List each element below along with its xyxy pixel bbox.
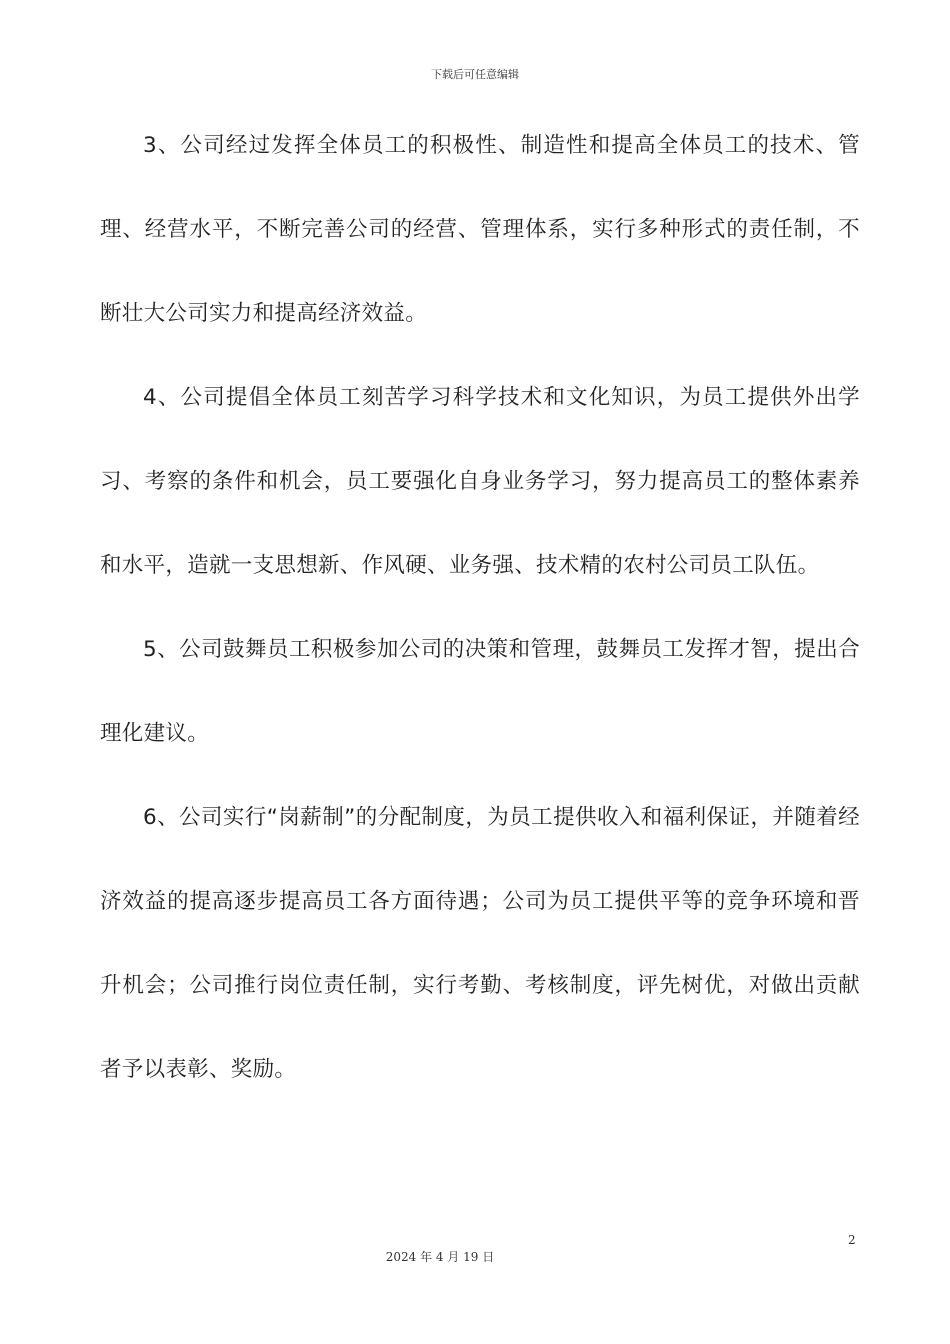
- document-body: [100, 104, 860, 1112]
- paragraph-5: 5、公司鼓舞员工积极参加公司的决策和管理，鼓舞员工发挥才智，提出合理化建议。: [100, 637, 860, 746]
- paragraph-4: 4、公司提倡全体员工刻苦学习科学技术和文化知识，为员工提供外出学习、考察的条件和机会，员工要强化自身业务学习，努力提高员工的整体素养和水平，造就一支思想新、作风硬、业务强、技术精的农村公司员工队伍。: [100, 385, 860, 578]
- footer-date: 2024 年 4 月 19 日: [385, 1250, 495, 1264]
- page-number: 2: [848, 1233, 856, 1247]
- header-note: 下载后可任意编辑: [431, 68, 519, 81]
- paragraph-3: 3、公司经过发挥全体员工的积极性、制造性和提高全体员工的技术、管理、经营水平，不断完善公司的经营、管理体系，实行多种形式的责任制，不断壮大公司实力和提高经济效益。: [100, 133, 860, 326]
- paragraph-6: 6、公司实行“岗薪制”的分配制度，为员工提供收入和福利保证，并随着经济效益的提高逐步提高员工各方面待遇；公司为员工提供平等的竞争环境和晋升机会；公司推行岗位责任制，实行考勤、考核制度，评先树优，对做出贡献者予以表彰、奖励。: [100, 805, 860, 1082]
